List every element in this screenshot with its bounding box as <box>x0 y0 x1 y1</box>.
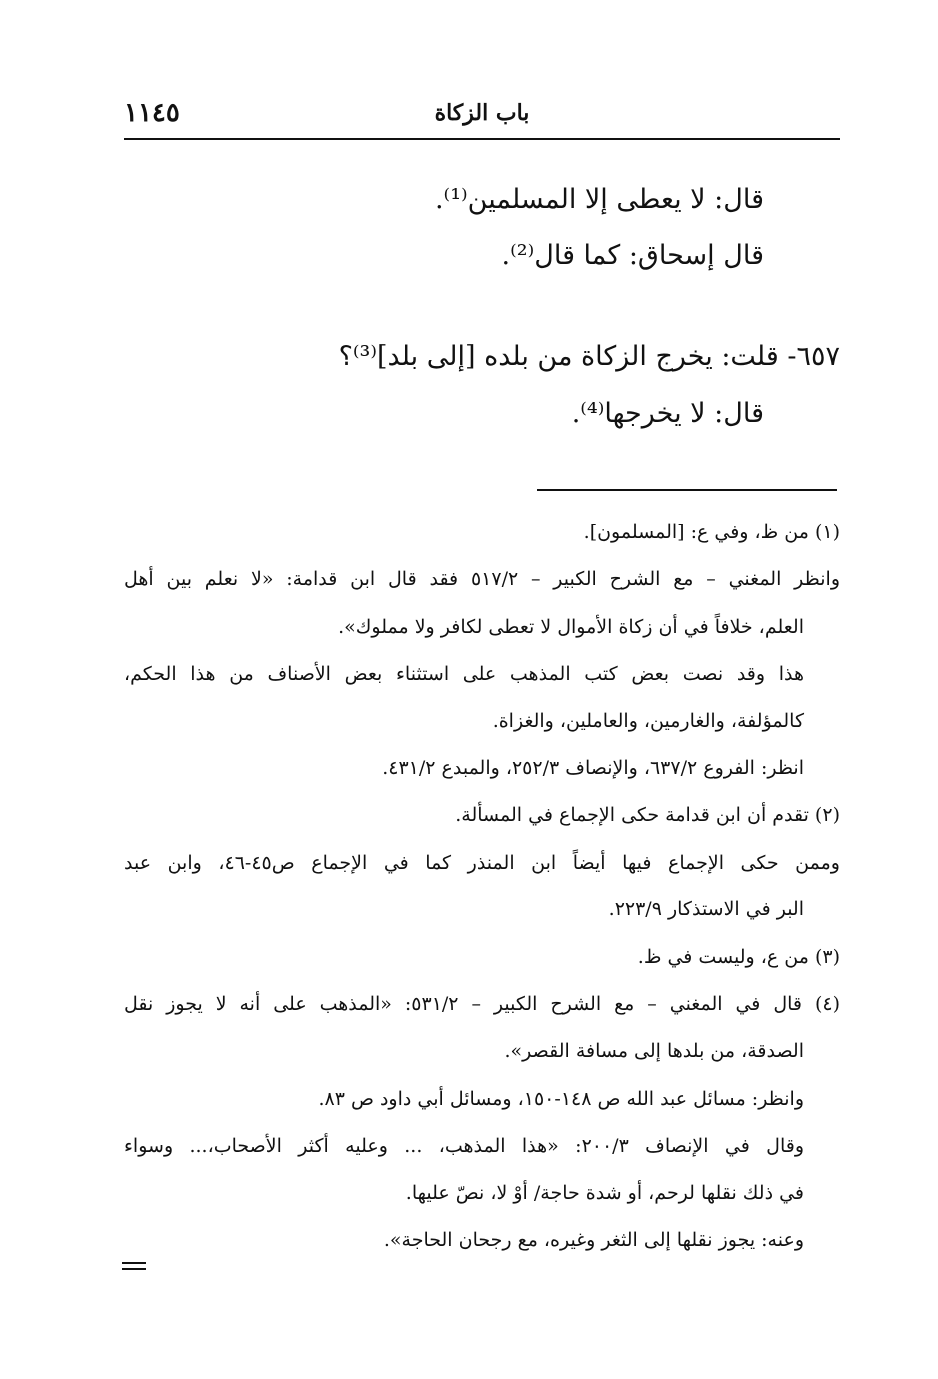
footnote-line: (٢) تقدم أن ابن قدامة حكى الإجماع في المسألة. <box>455 804 840 826</box>
continuation-mark <box>122 1262 146 1272</box>
footnote-rule <box>537 489 837 491</box>
footnote-line: انظر: الفروع ٦٣٧/٢، والإنصاف ٢٥٢/٣، والمبدع ٤٣١/٢. <box>382 757 804 779</box>
footnote-line: هذا وقد نصت بعض كتب المذهب على استثناء بعض الأصناف من هذا الحكم، <box>124 663 804 685</box>
footnote-line: كالمؤلفة، والغارمين، والعاملين، والغزاة. <box>492 710 804 732</box>
header-rule <box>124 138 840 140</box>
footnote-line: (٣) من ع، وليست في ظ. <box>637 946 840 968</box>
page-header <box>124 98 840 134</box>
footnote-line: (٤) قال في المغني – مع الشرح الكبير – ٥٣١/٢: «المذهب على أنه لا يجوز نقل <box>124 993 841 1015</box>
footnote-line: وممن حكى الإجماع فيها أيضاً ابن المنذر كما في الإجماع ص٤٥-٤٦، وابن عبد <box>124 852 840 874</box>
chapter-title: باب الزكاة <box>434 100 530 126</box>
question-line: ٦٥٧- قلت: يخرج الزكاة من بلده [إلى بلد]⁽³⁾؟ <box>338 341 840 372</box>
footnote-line: وقال في الإنصاف ٢٠٠/٣: «هذا المذهب، ... وعليه أكثر الأصحاب،... وسواء <box>124 1135 804 1157</box>
main-text-line: قال: لا يخرجها⁽⁴⁾. <box>571 398 764 429</box>
footnote-line: العلم، خلافاً في أن زكاة الأموال لا تعطى لكافر ولا مملوك». <box>338 616 804 638</box>
footnote-line: وعنه: يجوز نقلها إلى الثغر وغيره، مع رجحان الحاجة». <box>383 1229 804 1251</box>
main-text-line: قال: لا يعطى إلا المسلمين⁽¹⁾. <box>434 184 764 215</box>
footnote-line: في ذلك نقلها لرحم، أو شدة حاجة/ أوْ لا، نصّ عليها. <box>405 1182 804 1204</box>
footnote-line: وانظر المغني – مع الشرح الكبير – ٥١٧/٢ فقد قال ابن قدامة: «لا نعلم بين أهل <box>124 568 840 590</box>
main-text-line: قال إسحاق: كما قال⁽²⁾. <box>501 240 764 271</box>
footnote-line: وانظر: مسائل عبد الله ص ١٤٨-١٥٠، ومسائل أبي داود ص ٨٣. <box>318 1088 804 1110</box>
page-number: ١١٤٥ <box>124 98 180 128</box>
footnote-line: الصدقة، من بلدها إلى مسافة القصر». <box>504 1040 804 1062</box>
footnote-line: (١) من ظ، وفي ع: [المسلمون]. <box>583 521 840 543</box>
footnote-line: البر في الاستذكار ٢٢٣/٩. <box>608 898 804 920</box>
